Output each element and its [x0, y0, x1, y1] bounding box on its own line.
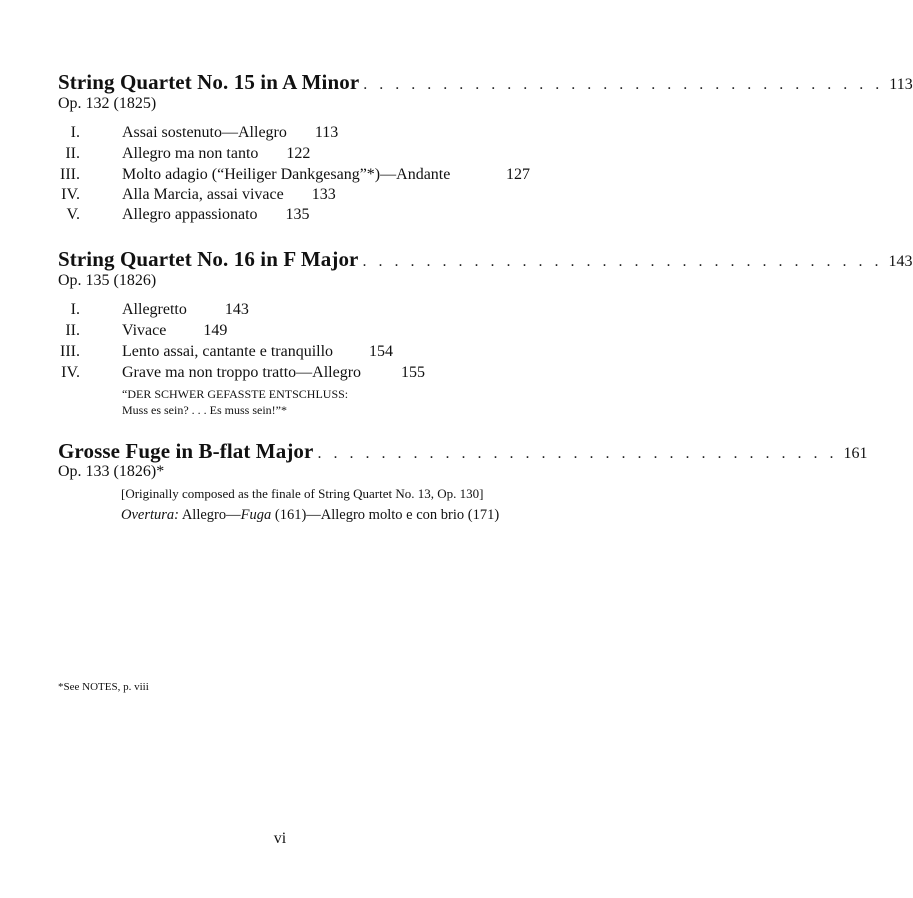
opus-line: Op. 135 (1826) [58, 272, 157, 289]
movement-name: Alla Marcia, assai vivace [122, 186, 284, 203]
movement-name: Molto adagio (“Heiliger Dankgesang”*)—Andante [122, 166, 451, 183]
movement-name-with-page [122, 206, 310, 224]
movement-name-with-page [122, 364, 425, 382]
footnote: *See NOTES, p. viii [58, 681, 149, 693]
movement-row [58, 206, 530, 227]
dot-leader: . . . . . . . . . . . . . . . . . . . . . . . . . . . . . . . . . [363, 76, 884, 93]
movement-name: Allegro ma non tanto [122, 145, 259, 162]
movement-number: II. [65, 145, 80, 162]
movement-page: 127 [506, 166, 530, 183]
overtura-part2: (161)—Allegro molto e con brio (171) [271, 507, 500, 523]
section-title: String Quartet No. 16 in F Major [58, 247, 359, 271]
movement-name-with-page [122, 186, 336, 204]
dot-leader: . . . . . . . . . . . . . . . . . . . . . . . . . . . . . . . . . [317, 445, 838, 462]
section-heading-grosse-fuge [58, 439, 868, 464]
movement-row [58, 364, 530, 385]
movement-row [58, 145, 530, 166]
movement-number: I. [70, 124, 80, 141]
movement-page: 113 [314, 124, 339, 141]
section-page: 161 [843, 445, 868, 462]
movement-row [58, 186, 530, 207]
movement-number: V. [66, 206, 80, 223]
opus-line: Op. 133 (1826)* [58, 463, 165, 480]
dot-leader: . . . . . . . . . . . . . . . . . . . . . . . . . . . . . . . . . [362, 253, 883, 270]
overtura-line [121, 507, 499, 524]
movement-row [58, 343, 530, 364]
movement-page: 154 [369, 343, 394, 360]
movement-name: Lento assai, cantante e tranquillo [122, 343, 334, 360]
movement-page: 135 [285, 206, 310, 223]
movement-name-with-page [122, 124, 338, 142]
movement-row [58, 166, 530, 187]
movement-epigraph [122, 386, 348, 418]
opus-line: Op. 132 (1825) [58, 95, 157, 112]
movement-number: IV. [61, 186, 80, 203]
section-heading-quartet-15 [58, 70, 913, 95]
movement-number: II. [65, 322, 80, 339]
epigraph-line-1: “DER SCHWER GEFASSTE ENTSCHLUSS: [122, 387, 349, 401]
movement-row [58, 301, 530, 322]
section-heading-quartet-16 [58, 247, 913, 272]
movement-number: IV. [61, 364, 80, 381]
section-page: 143 [888, 253, 913, 270]
movement-name: Vivace [122, 322, 167, 339]
movement-name: Grave ma non troppo tratto—Allegro [122, 364, 362, 381]
movement-name-with-page [122, 322, 227, 340]
movement-name-with-page [122, 145, 310, 163]
movement-number: III. [60, 166, 80, 183]
movement-page: 122 [286, 145, 311, 162]
movement-name: Allegro appassionato [122, 206, 258, 223]
movement-name: Assai sostenuto—Allegro [122, 124, 287, 141]
movement-row [58, 322, 530, 343]
movement-page: 155 [401, 364, 426, 381]
movement-number: III. [60, 343, 80, 360]
movement-name: Allegretto [122, 301, 187, 318]
movement-page: 143 [224, 301, 249, 318]
movement-page: 149 [203, 322, 228, 339]
overtura-part1: Allegro— [179, 507, 241, 523]
movement-number: I. [70, 301, 80, 318]
section-title: Grosse Fuge in B-flat Major [58, 439, 314, 463]
section-title: String Quartet No. 15 in A Minor [58, 70, 360, 94]
overtura-label: Overtura: [121, 507, 179, 523]
bracket-note: [Originally composed as the finale of String Quartet No. 13, Op. 130] [121, 486, 484, 501]
movement-name-with-page [122, 343, 393, 361]
epigraph-line-2: Muss es sein? . . . Es muss sein!”* [122, 403, 287, 417]
movement-name-with-page [122, 301, 249, 319]
movement-page: 133 [311, 186, 336, 203]
movement-row [58, 124, 530, 145]
section-page: 113 [889, 76, 913, 93]
page-folio: vi [273, 830, 287, 847]
fuga-label: Fuga [240, 507, 272, 523]
